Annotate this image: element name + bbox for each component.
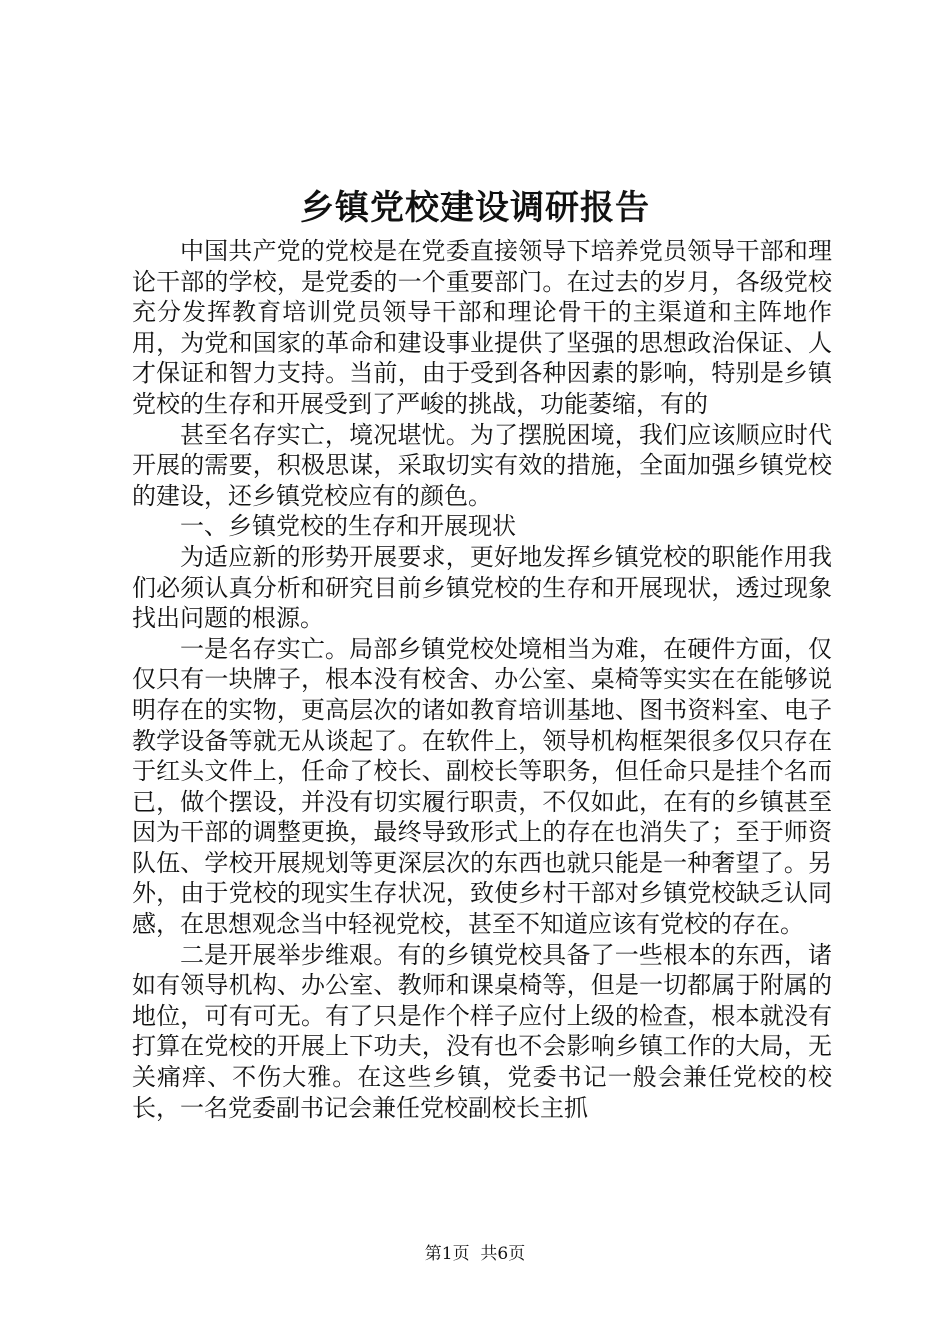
page-number: 第1页 [424,1244,470,1264]
footer-spacer [470,1244,481,1264]
paragraph-intro: 中国共产党的党校是在党委直接领导下培养党员领导干部和理论干部的学校，是党委的一个重要部门。在过去的岁月，各级党校充分发挥教育培训党员领导干部和理论骨干的主渠道和主阵地作用，为党和国家的革命和建设事业提供了坚强的思想政治保证、人才保证和智力支持。当前，由于受到各种因素的影响，特别是乡镇党校的生存和开展受到了严峻的挑战，功能萎缩，有的 [132,237,832,418]
paragraph-point-2: 二是开展举步维艰。有的乡镇党校具备了一些根本的东西，诸如有领导机构、办公室、教师和课桌椅等，但是一切都属于附属的地位，可有可无。有了只是作个样子应付上级的检查，根本就没有打算在党校的开展上下功夫，没有也不会影响乡镇工作的大局，无关痛痒、不伤大雅。在这些乡镇，党委书记一般会兼任党校的校长，一名党委副书记会兼任党校副校长主抓 [132,940,832,1122]
document-title: 乡镇党校建设调研报告 [300,188,650,228]
section-heading-1: 一、乡镇党校的生存和开展现状 [180,512,516,541]
paragraph-point-1: 一是名存实亡。局部乡镇党校处境相当为难，在硬件方面，仅仅只有一块牌子，根本没有校舍、办公室、桌椅等实实在在能够说明存在的实物，更高层次的诸如教育培训基地、图书资料室、电子教学设备等就无从谈起了。在软件上，领导机构框架很多仅只存在于红头文件上，任命了校长、副校长等职务，但任命只是挂个名而已，做个摆设，并没有切实履行职责，不仅如此，在有的乡镇甚至因为干部的调整更换，最终导致形式上的存在也消失了；至于师资队伍、学校开展规划等更深层次的东西也就只能是一种奢望了。另外，由于党校的现实生存状况，致使乡村干部对乡镇党校缺乏认同感，在思想观念当中轻视党校，甚至不知道应该有党校的存在。 [132,634,832,939]
paragraph-section-1-intro: 为适应新的形势开展要求，更好地发挥乡镇党校的职能作用我们必须认真分析和研究目前乡镇党校的生存和开展现状，透过现象找出问题的根源。 [132,542,832,633]
paragraph-intro-continued: 甚至名存实亡，境况堪忧。为了摆脱困境，我们应该顺应时代开展的需要，积极思谋，采取切实有效的措施，全面加强乡镇党校的建设，还乡镇党校应有的颜色。 [132,420,832,510]
page-footer [0,1242,950,1266]
page-total: 共6页 [480,1244,526,1264]
document-body [132,236,832,1123]
